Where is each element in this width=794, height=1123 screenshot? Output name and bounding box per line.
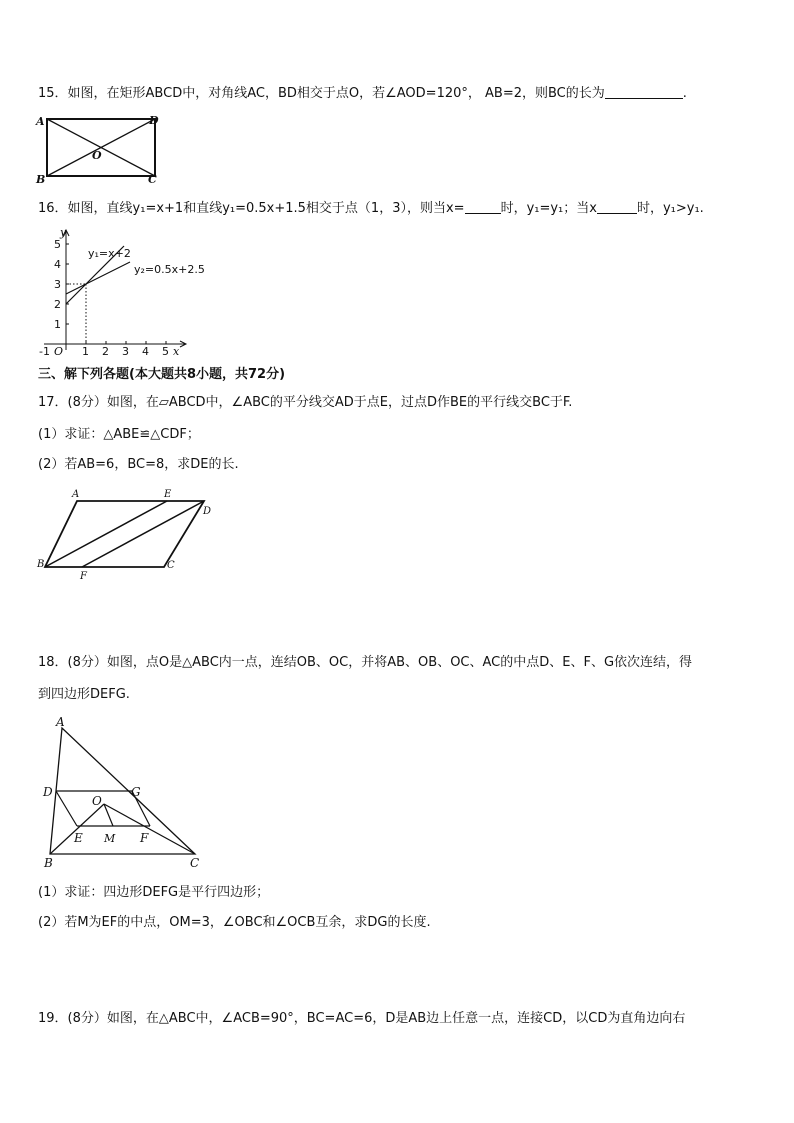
- label-b: B: [37, 559, 45, 570]
- y-tick-2: 2: [54, 298, 61, 311]
- q16-blank-1[interactable]: [465, 199, 501, 214]
- q17-part2: (2）若AB=6，BC=8，求DE的长.: [38, 457, 239, 472]
- label-c: C: [167, 560, 175, 571]
- x-tick-3: 3: [122, 345, 129, 358]
- y-tick-5: 5: [54, 238, 61, 251]
- label-e: E: [164, 489, 172, 500]
- q18-part1: (1）求证：四边形DEFG是平行四边形；: [38, 885, 270, 900]
- label-o: O: [92, 149, 102, 162]
- y-tick-1: 1: [54, 318, 61, 331]
- label-d: D: [203, 506, 212, 517]
- x-axis-label: x: [173, 345, 180, 358]
- origin-label: O: [54, 345, 64, 358]
- label-a: A: [56, 715, 65, 729]
- label-b: B: [44, 856, 53, 870]
- label-a: A: [72, 489, 80, 500]
- q15-text: 15．如图，在矩形ABCD中，对角线AC，BD相交于点O，若∠AOD=120°， AB=2，则BC的长为: [38, 86, 605, 101]
- q17-stem: 17．(8分）如图，在▱ABCD中，∠ABC的平分线交AD于点E，过点D作BE的平行线交BC于F.: [38, 395, 573, 410]
- parallelogram-abcd: [45, 501, 204, 567]
- label-f: F: [140, 831, 149, 845]
- label-f: F: [80, 571, 87, 582]
- y-tick-4: 4: [54, 258, 61, 271]
- label-d: D: [43, 785, 53, 799]
- segment-ob: [50, 804, 104, 854]
- label-c: C: [190, 856, 200, 870]
- q15-end: .: [682, 86, 687, 101]
- q16-part2: 时，y₁=y₁；当x: [500, 201, 597, 216]
- x-tick-1: 1: [82, 345, 89, 358]
- segment-de: [56, 791, 77, 826]
- segment-df: [82, 501, 204, 567]
- q17-part1: (1）求证：△ABE≌△CDF；: [38, 427, 200, 442]
- q17-parallelogram-figure: [34, 488, 219, 584]
- line2-label: y₂=0.5x+2.5: [134, 263, 205, 276]
- q16-part3: 时，y₁>y₁.: [636, 201, 704, 216]
- q15-answer-blank[interactable]: [605, 84, 683, 99]
- segment-be: [45, 501, 167, 567]
- line1-label: y₁=x+2: [88, 247, 131, 260]
- y-tick-3: 3: [54, 278, 61, 291]
- q18-part2: (2）若M为EF的中点，OM=3，∠OBC和∠OCB互余，求DG的长度.: [38, 915, 431, 930]
- label-c: C: [148, 173, 157, 186]
- q16-part1: 16．如图，直线y₁=x+1和直线y₁=0.5x+1.5相交于点（1，3），则当x=: [38, 201, 465, 216]
- q16-line: [38, 199, 704, 218]
- q19-stem: 19．(8分）如图，在△ABC中，∠ACB=90°，BC=AC=6，D是AB边上任意一点，连接CD，以CD为直角边向右: [38, 1011, 686, 1026]
- label-e: E: [74, 831, 83, 845]
- line-y2: [66, 262, 130, 294]
- x-tick-4: 4: [142, 345, 149, 358]
- minus-one-label: -1: [39, 345, 50, 358]
- q16-blank-2[interactable]: [597, 199, 637, 214]
- label-a: A: [36, 115, 45, 128]
- section3-heading: 三、解下列各题(本大题共8小题，共72分): [38, 367, 286, 382]
- label-g: G: [131, 785, 141, 799]
- label-m: M: [104, 832, 116, 845]
- label-d: D: [149, 114, 159, 127]
- q15-rectangle-figure: [34, 112, 164, 184]
- q18-stem-line2: 到四边形DEFG.: [38, 687, 130, 702]
- label-b: B: [36, 173, 46, 186]
- label-o: O: [92, 794, 102, 808]
- x-tick-5: 5: [162, 345, 169, 358]
- x-tick-2: 2: [102, 345, 109, 358]
- y-axis-label: y: [60, 226, 67, 239]
- q15-line: [38, 84, 687, 103]
- q16-line-graph: [36, 226, 206, 358]
- segment-om: [104, 804, 113, 826]
- q18-triangle-figure: [40, 712, 210, 872]
- q18-stem-line1: 18．(8分）如图，点O是△ABC内一点，连结OB、OC，并将AB、OB、OC、AC的中点D、E、F、G依次连结，得: [38, 655, 693, 670]
